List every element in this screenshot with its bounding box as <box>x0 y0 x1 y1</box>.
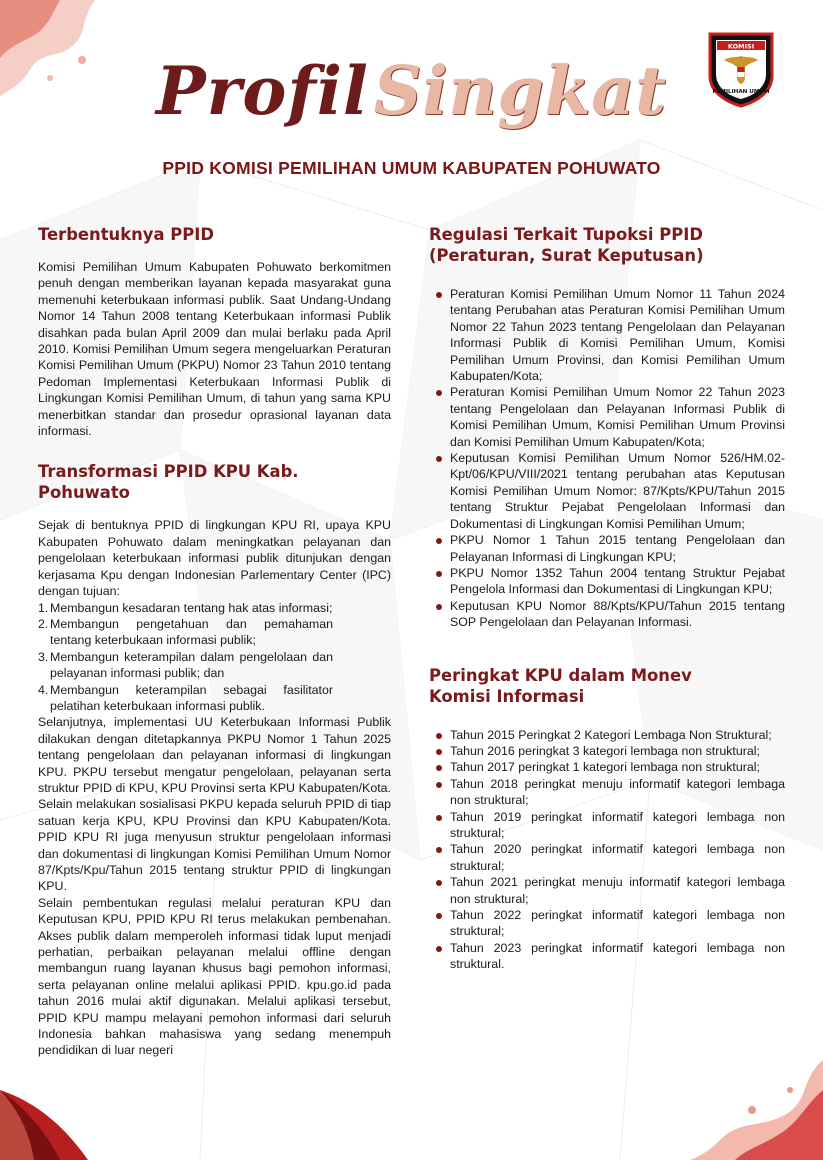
right-column <box>429 224 785 973</box>
list-item: PKPU Nomor 1352 Tahun 2004 tentang Struktur Pejabat Pengelola Informasi dan Dokumentasi di Lingkungan KPU; <box>429 565 785 598</box>
transformation-para2: Selanjutnya, implementasi UU Keterbukaan Informasi Publik dilakukan dengan ditetapkannya PKPU Nomor 1 Tahun 2025 tentang pengelolaan dan pelayanan informasi di lingkungan KPU. PKPU tersebut mengatur pengelolaan, pelayanan serta struktur PPID di KPU, KPU Provinsi serta KPU Kabupaten/Kota. Selain melakukan sosialisasi PKPU kepada seluruh PPID di tiap satuan kerja KPU, KPU Provinsi dan KPU Kabupaten/Kota. PPID KPU RI juga menyusun struktur pengelolaan informasi dan dokumentasi di lingkungan Komisi Pemilihan Umum Nomor 87/Kpts/Kpu/Tahun 2015 tentang struktur PPID di lingkungan KPU. <box>38 715 391 894</box>
transformation-intro: Sejak di bentuknya PPID di lingkungan KPU RI, upaya KPU Kabupaten Pohuwato dalam meningkatkan pelayanan dan pengelolaan keterbukaan informasi publik ditunjukan dengan kerjasama Kpu dengan Indonesian Parlementary Center (IPC) dengan tujuan: <box>38 518 391 599</box>
list-item: Tahun 2015 Peringkat 2 Kategori Lembaga Non Struktural; <box>429 727 785 743</box>
list-item: Tahun 2017 peringkat 1 kategori lembaga non struktural; <box>429 759 785 775</box>
section-heading-regulation: Regulasi Terkait Tupoksi PPID (Peraturan, Surat Keputusan) <box>429 225 704 265</box>
formation-body: Komisi Pemilihan Umum Kabupaten Pohuwato berkomitmen penuh dengan memberikan layanan kepada masyarakat guna memenuhi keterbukaan informasi publik. Saat Undang-Undang Nomor 14 Tahun 2008 tentang Keterbukaan informasi Publik disahkan pada bulan April 2009 dan mulai berlaku pada April 2010. Komisi Pemilihan Umum segera mengeluarkan Peraturan Komisi Pemilihan Umum (PKPU) Nomor 23 Tahun 2010 tentang Pedoman Implementasi Keterbukaan Informasi Publik di Lingkungan Komisi Pemilihan Umum, di tahun yang sama KPU menerbitkan standar dan prosedur oprasional layanan data informasi. <box>38 260 391 439</box>
transformation-para3: Selain pembentukan regulasi melalui peraturan KPU dan Keputusan KPU, PPID KPU RI terus melakukan pembenahan. Akses publik dalam memperoleh informasi tidak luput menjadi perhatian, perbaikan pelayanan melalui offline dengan membangun ruang layanan khusus bagi pemohon informasi, serta pelayanan online melalui aplikasi PPID. kpu.go.id pada tahun 2016 mulai aktif digunakan. Melalui aplikasi tersebut, PPID KPU mampu melayani pemohon informasi dari seluruh Indonesia bahkan mahasiswa yang sedang menempuh pendidikan di luar negeri <box>38 895 391 1058</box>
list-item: Keputusan KPU Nomor 88/Kpts/KPU/Tahun 2015 tentang SOP Pengelolaan dan Pelayanan Informasi. <box>429 598 785 631</box>
list-item: 2. Membangun pengetahuan dan pemahaman tentang keterbukaan informasi publik; <box>38 616 333 648</box>
list-item: Tahun 2020 peringkat informatif kategori lembaga non struktural; <box>429 841 785 874</box>
section-heading-formation: Terbentuknya PPID <box>38 225 214 244</box>
bottom-right-splash <box>660 1060 823 1160</box>
list-item: 3. Membangun keterampilan dalam pengelolaan dan pelayanan informasi publik; dan <box>38 649 333 681</box>
list-item: Peraturan Komisi Pemilihan Umum Nomor 11 Tahun 2024 tentang Perubahan atas Peraturan Komisi Pemilihan Umum Nomor 22 Tahun 2023 tentang Pengelolaan dan Pelayanan Informasi Publik di Komisi Pemilihan Umum, Komisi Pemilihan Umum Provinsi, dan Komisi Pemilihan Umum Kabupaten/Kota; <box>429 286 785 384</box>
list-item: Peraturan Komisi Pemilihan Umum Nomor 22 Tahun 2023 tentang Pengelolaan dan Pelayanan Informasi Publik di Komisi Pemilihan Umum, Komisi Pemilihan Umum Provinsi dan Komisi Pemilihan Umum Kabupaten/Kota; <box>429 384 785 450</box>
ranking-list <box>429 727 785 973</box>
list-item: Tahun 2022 peringkat informatif kategori lembaga non struktural; <box>429 907 785 940</box>
list-item: Keputusan Komisi Pemilihan Umum Nomor 526/HM.02-Kpt/06/KPU/VIII/2021 tentang perubahan atas Keputusan Komisi Pemilihan Umum Nomor: 87/Kpts/KPU/Tahun 2015 tentang Struktur Pejabat Pengelolaan Informasi dan Dokumentasi di Lingkungan Komisi Pemilihan Umum; <box>429 450 785 532</box>
goals-list <box>38 600 391 715</box>
list-item: PKPU Nomor 1 Tahun 2015 tentang Pengelolaan dan Pelayanan Informasi di Lingkungan KPU; <box>429 532 785 565</box>
regulation-list <box>429 286 785 631</box>
logo-top-text: KOMISI <box>727 42 755 51</box>
page-subtitle: PPID KOMISI PEMILIHAN UMUM KABUPATEN POHUWATO <box>162 158 661 178</box>
bottom-left-page-curl <box>0 1090 95 1160</box>
title-word-profil: Profil <box>156 52 369 130</box>
list-item: Tahun 2021 peringkat menuju informatif kategori lembaga non struktural; <box>429 874 785 907</box>
list-item: Tahun 2019 peringkat informatif kategori lembaga non struktural; <box>429 809 785 842</box>
left-column <box>38 224 391 1059</box>
section-heading-ranking: Peringkat KPU dalam Monev Komisi Informasi <box>429 665 692 706</box>
page-title <box>0 52 823 130</box>
list-item: Tahun 2018 peringkat menuju informatif kategori lembaga non struktural; <box>429 776 785 809</box>
title-word-singkat: Singkat <box>374 52 667 130</box>
list-item: Tahun 2016 peringkat 3 kategori lembaga non struktural; <box>429 743 785 759</box>
logo-bottom-text: PEMILIHAN UMUM <box>712 89 770 95</box>
section-heading-transformation: Transformasi PPID KPU Kab. Pohuwato <box>38 462 299 503</box>
list-item: 1. Membangun kesadaran tentang hak atas informasi; <box>38 600 333 615</box>
list-item: 4. Membangun keterampilan sebagai fasilitator pelatihan keterbukaan informasi publik. <box>38 682 333 713</box>
list-item: Tahun 2023 peringkat informatif kategori lembaga non struktural. <box>429 940 785 973</box>
